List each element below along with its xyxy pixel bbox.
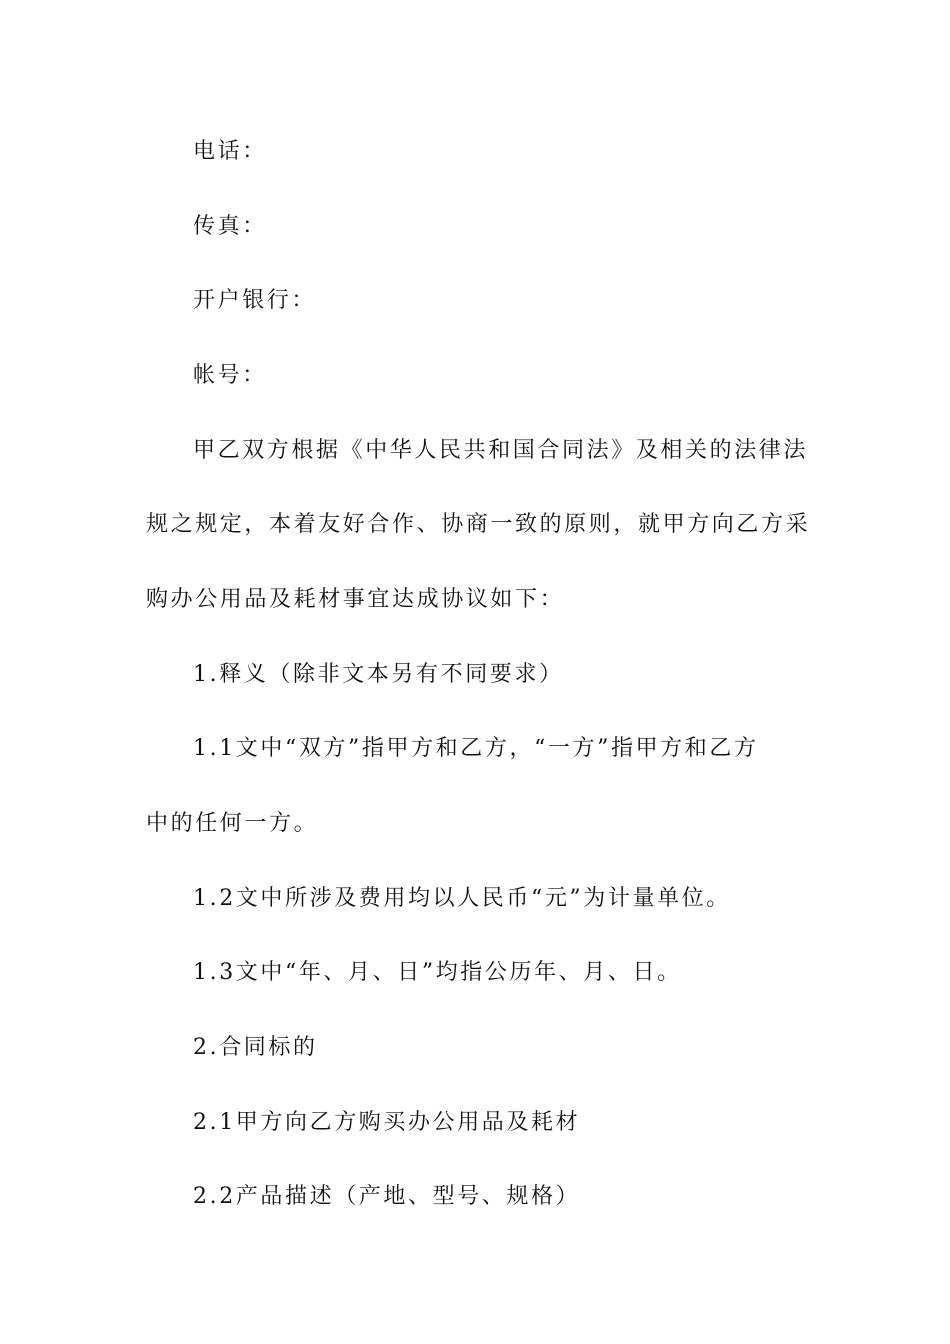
- fax-label: 传真：: [193, 214, 267, 239]
- clause-line: 2.2产品描述（产地、型号、规格）: [193, 1184, 581, 1209]
- clause-line: 1.3文中“年、月、日”均指公历年、月、日。: [193, 960, 682, 985]
- clause-line: 2.1甲方向乙方购买办公用品及耗材: [193, 1110, 581, 1135]
- paragraph-line: 甲乙双方根据《中华人民共和国合同法》及相关的法律法: [193, 438, 809, 463]
- account-label: 帐号：: [193, 363, 267, 388]
- paragraph-line: 购办公用品及耗材事宜达成协议如下：: [146, 587, 565, 612]
- section-heading: 1.释义（除非文本另有不同要求）: [193, 662, 564, 687]
- paragraph-line: 规之规定，本着友好合作、协商一致的原则，就甲方向乙方采: [146, 512, 811, 537]
- bank-label: 开户银行：: [193, 288, 317, 313]
- clause-line: 中的任何一方。: [146, 811, 319, 836]
- section-heading: 2.合同标的: [193, 1035, 318, 1060]
- clause-line: 1.1文中“双方”指甲方和乙方，“一方”指甲方和乙方: [193, 736, 759, 761]
- clause-line: 1.2文中所涉及费用均以人民币“元”为计量单位。: [193, 886, 731, 911]
- phone-label: 电话：: [193, 139, 267, 164]
